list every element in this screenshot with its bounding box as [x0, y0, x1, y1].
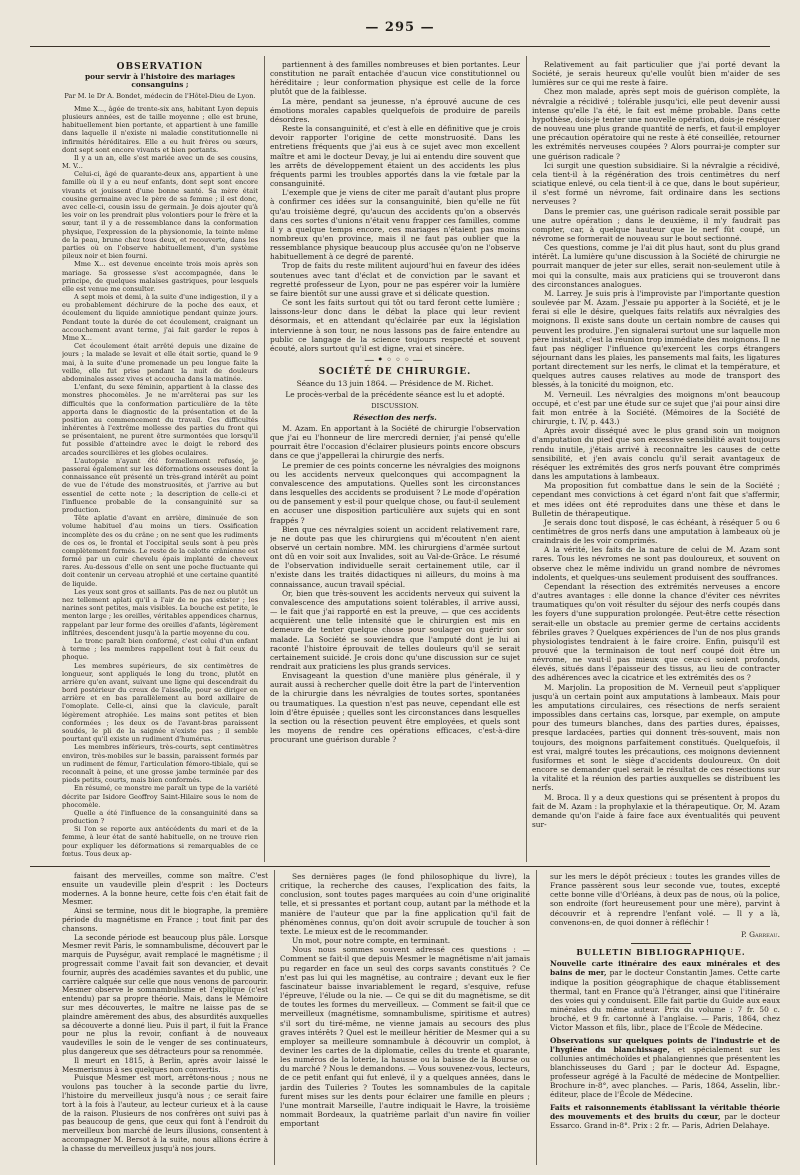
paragraph: faisant des merveilles, comme son maître. C'est ensuite un vaudeville plein d'esprit : les Docteurs modernes. A la bonne heure, cette fois c'en était fait de Mesmer.: [62, 872, 268, 907]
column-divider: [274, 870, 275, 1165]
column-divider: [264, 56, 265, 862]
feuilleton-body: [62, 872, 268, 1154]
paragraph: L'autopsie n'ayant été formellement refusée, je passerai également sur les déformations osseuses dont la connaissance eût présenté un très-grand intérêt au point de vue de l'étude des monstruosités, et j'arrive au but essentiel de cette note ; la description de celle-ci et l'influence probable de la consanguinité sur sa production.: [62, 456, 258, 514]
bulletin-entries: [542, 959, 780, 1130]
paragraph: Il meurt en 1815, à Berlin, après avoir laissé le Mesmerismus à ses quelques non convertis.: [62, 1055, 268, 1074]
resection-heading: Résection des nerfs.: [353, 412, 437, 422]
society-title: SOCIÉTÉ DE CHIRURGIE.: [318, 367, 472, 378]
paragraph: En résumé, ce monstre me paraît un type de la variété décrite par Isidore Geoffroy Saint-Hilaire sous le nom de phocomèle.: [62, 784, 258, 809]
paragraph: Si l'on se reporte aux antécédents du mari et de la femme, à leur état de santé habituelle, on ne trouve rien pour expliquer les déformations si remarquables de ce fœtus. Tous deux ap-: [62, 825, 258, 858]
paragraph: Après avoir disséqué avec le plus grand soin un moignon d'amputation du pied que son excessive sensibilité avait toujours rendu inutile, j'étais arrivé à reconnaître les causes de cette sensibilité, et j'en avais conclu qu'il serait avantageux de réséquer les extrémités des gros nerfs pouvant être comprimés dans les amputations à lambeaux.: [532, 426, 780, 482]
paragraph: Trop de faits du reste militent aujourd'hui en faveur des idées soutenues avec tant d'éclat et de conviction par le savant et regretté professeur de Lyon, pour ne pas espérer voir la lumière se faire bientôt sur une aussi grave et si délicate question.: [270, 261, 520, 298]
article-title: OBSERVATION: [116, 62, 204, 72]
header-rule: [30, 46, 770, 47]
society-body-continued: [532, 60, 780, 829]
column-society: [270, 60, 520, 862]
bulletin-entry-title: Faits et raisonnements établissant la véritable théorie des mouvements et des bruits du cœur,: [550, 1102, 780, 1121]
paragraph: Quelle a été l'influence de la consanguinité dans sa production ?: [62, 808, 258, 826]
paragraph: Les membres inférieurs, très-courts, sept centimètres environ, très-mobiles sur le bassin, paraissent formés par un rudiment de fémur, l'articulation fémoro-tibiale, qui se reconnaît à peine, et une grosse jambe terminée par des pieds petits, courts, mais bien conformés.: [62, 743, 258, 785]
paragraph: A la vérité, les faits de la nature de celui de M. Azam sont rares. Tous les névromes ne sont pas douloureux, et souvent on observe chez le même individu un grand nombre de névromes indolents, et quelques-uns seulement produisent des souffrances.: [532, 545, 780, 582]
paragraph: Chez mon malade, après sept mois de guérison complète, la névralgie a récidivé ; tolérable jusqu'ici, elle peut devenir aussi intense qu'elle l'a été, le fait est même probable. Dans cette hypothèse, dois-je tenter une nouvelle opération, dois-je réséquer de nouveau une plus grande quantité de nerfs, et faut-il employer une précaution opératoire qui ne reste à été conseillée, retourner les extrémités nerveuses coupées ? Alors pourrai-je compter sur une guérison radicale ?: [532, 87, 780, 161]
bulletin-entry: [542, 1103, 780, 1130]
paragraph: Ces questions, comme je l'ai dit plus haut, sont du plus grand intérêt. La lumière qu'une discussion à la Société de chirurgie ne pourrait manquer de jeter sur elles, serait non-seulement utile à moi qui la consulte, mais aux praticiens qui se trouveront dans des circonstances analogues.: [532, 243, 780, 289]
paragraph: Bien que ces névralgies soient un accident relativement rare, je ne doute pas que les chirurgiens qui m'écoutent n'en aient observé un certain nombre. MM. les chirurgiens d'armée surtout ont dû en voir soit aux Invalides, soit au Val-de-Grâce. Le résumé de l'observation individuelle serait certainement utile, car il n'existe dans les traités didactiques ni ailleurs, du moins à ma connaissance, aucun travail spécial.: [270, 524, 520, 589]
paragraph: Ainsi se termine, nous dit le biographe, la première période du magnétisme en France ; tout finit par des chansons.: [62, 906, 268, 933]
column-feuilleton: [62, 872, 268, 1164]
paragraph: Or, bien que très-souvent les accidents nerveux qui suivent la convalescence des amputations soient tolérables, il arrive aussi, — le fait que j'ai rapporté en est la preuve, — que ces accidents acquièrent une telle intensité que le chirurgien est mis en demeure de tenter quelque chose pour soulager ou guérir son malade. La Société se souviendra que l'amputé dont je lui ai raconté l'histoire éprouvait de telles douleurs qu'il se serait certainement suicidé. Je crois donc qu'une discussion sur ce sujet rendrait aux praticiens les plus grands services.: [270, 588, 520, 671]
paragraph: Un mot, pour notre compte, en terminant.: [292, 936, 451, 946]
paragraph: Nous nous sommes souvent adressé ces questions : — Comment se fait-il que depuis Mesmer le magnétisme n'ait jamais pu regarder en face un seul des corps savants constitués ? Ce n'est pas lui qui les magnétise, au contraire ; devant eux le fier fascinateur baisse invariablement le regard, s'esquive, refuse l'épreuve, l'élude ou la nie. — Ce qui se dit du magnétisme, se dit de toutes les formes du merveilleux. — Comment se fait-il que ce merveilleux (magnétisme, somnambulisme, spiritisme et autres) s'il sort du tiré-même, ne vienne jamais au secours des plus graves intérêts ? Quel est le meilleur héritier de Mesmer qui a su employer sa meilleure somnambule à découvrir un complot, à deviner les cartes de la diplomatie, celles du trente et quarante, les numéros de la loterie, la hausse ou la baisse de la Bourse ou du marché ? Nous le demandons. — Vous souvenez-vous, lecteurs, de ce petit enfant qui fut enlevé, il y a quelques années, dans le jardin des Tuileries ? Toutes les somnambules de la capitale furent mises sur les dents pour éclairer une famille en pleurs ; l'une montrait Marseille, l'autre indiquait le Havre, la troisième nommait Bordeaux, la quatrième parlait d'un navire fin voilier emportant: [280, 945, 530, 1129]
bulletin-entry-title: Observations sur quelques points de l'industrie et de l'hygiène du blanchissage,: [550, 1035, 780, 1054]
paragraph: partiennent à des familles nombreuses et bien portantes. Leur constitution ne paraît entachée d'aucun vice constitutionnel ou héréditaire ; leur conformation physique est celle de la force plutôt que de la faiblesse.: [270, 60, 520, 97]
paragraph: L'exemple que je viens de citer me paraît d'autant plus propre à confirmer ces idées sur la consanguinité, bien qu'elle ne fût qu'au troisième degré, qu'aucun des accidents qu'on a observés dans ces sortes d'unions n'était venu frapper ces familles, comme il y a quelque temps encore, ces mariages n'étaient pas moins nombreux qu'en province, mais il ne faut pas oublier que la ressemblance physique beaucoup plus accusée qu'on ne l'observe habituellement à ce degré de parenté.: [270, 188, 520, 262]
paragraph: M. Verneuil. Les névralgies des moignons m'ont beaucoup occupé, et c'est par une étude sur ce sujet que j'ai pour ainsi dire fait mon entrée à la Société. (Mémoires de la Société de chirurgie, t. IV, p. 443.): [532, 389, 780, 427]
paragraph: Ses dernières pages (le fond philosophique du livre), la critique, la recherche des causes, l'explication des faits, la conclusion, sont toutes pages marquées au coin d'une originalité telle, et si pressantes et portant coup, autant par la méthode et la manière de l'auteur que par la fine application qu'il fait de phénomènes connus, qu'on doit avoir scrupule de toucher à son texte. Le mieux est de le recommander.: [280, 872, 530, 936]
paragraph: La seconde période est beaucoup plus pâle. Lorsque Mesmer revit Paris, le somnambulisme, découvert par le marquis de Puységur, avait remplacé le magnétisme ; il progressait comme l'avait fait son devancier, et devait fournir, auprès des académies savantes et du public, une carrière calquée sur celle que nous venons de parcourir. Mesmer observe le somnambulisme et l'explique (c'est entendu) par sa propre théorie. Mais, dans le Mémoire sur mes découvertes, le maître ne laisse pas de se plaindre amèrement des abus, des absurdités auxquelles sa découverte a donné lieu. Puis il part, il fuit la France pour ne plus la revoir, confiant à de nouveaux vaudevilles le soin de le venger de ses continuateurs, plus dangereux que ses détracteurs pour sa renommée.: [62, 932, 268, 1056]
article-body: [62, 105, 258, 858]
bulletin-entry-text: par le docteur Essarco. Grand in-8°. Prix : 2 fr. — Paris, Adrien Delahaye.: [550, 1111, 780, 1130]
paragraph: Il y a un an, elle s'est mariée avec un de ses cousins, M. V...: [62, 153, 258, 171]
paragraph: M. Marjolin. La proposition de M. Verneuil peut s'appliquer jusqu'à un certain point aux amputations à lambeaux. Mais pour les amputations circulaires, ces résections de nerfs seraient impossibles dans certains cas, lorsque, par exemple, on ampute pour des tumeurs blanches, dans des parties dures, épaisses, presque lardacées, parties qui donnent très-souvent, mais non toujours, des moignons parfaitement constitués. Quelquefois, il est vrai, malgré toutes les précautions, ces moignons deviennent fusiformes et sont le siège d'accidents douloureux. On doit encore se demander quel serait le résultat de ces résections sur la vitalité et la réunion des parties auxquelles se distribuent les nerfs.: [532, 682, 780, 793]
paragraph: Ici surgit une question subsidiaire. Si la névralgie a récidivé, cela tient-il à la régénération des trois centimètres du nerf sciatique enlevé, ou cela tient-il à ce que, dans le bout supérieur, il s'est formé un névrome, fait ordinaire dans les sections nerveuses ?: [532, 160, 780, 207]
paragraph: Le premier de ces points concerne les névralgies des moignons ou les accidents nerveux quelconques qui accompagnent la convalescence des amputations. Quelles sont les circonstances dans lesquelles des accidents se produisent ? Le mode d'opération ou de pansement y est-il pour quelque chose, ou faut-il seulement en accuser une disposition particulière aux sujets qui en sont frappés ?: [270, 460, 520, 525]
paragraph: Puisque Mesmer est mort, arrêtons-nous ; nous ne voulons pas toucher à la seconde partie du livre, l'histoire du merveilleux jusqu'à nous ; ce serait faire tort à la fois à l'auteur, au lecteur curieux et à la cause de la raison. Plusieurs de nos confrères ont suivi pas à pas beaucoup de gens, que ceux qui font à l'endroit du merveilleux bon marché de leurs illusions, consentent à accompagner M. Bersot à la suite, nous allions écrire à la chasse du merveilleux jusqu'à nos jours.: [62, 1073, 268, 1153]
column-society-continued: [532, 60, 780, 862]
paragraph: Les membres supérieurs, de six centimètres de longueur, sont appliqués le long du tronc, plutôt en arrière qu'en avant, suivant une ligne qui descendrait du bord postérieur du creux de l'aisselle, pour se diriger en arrière et en bas parallèlement au bord axillaire de l'omoplate. Celle-ci, ainsi que la clavicule, paraît légèrement atrophiée. Les mains sont petites et bien conformées ; les deux os de l'avant-bras paraissent soudés, le pli de la saignée n'existe pas ; il semble pourtant qu'il existe un rudiment d'humérus.: [62, 661, 258, 744]
minutes-line: Le procès-verbal de la précédente séance est lu et adopté.: [285, 390, 505, 400]
paragraph: Celui-ci, âgé de quarante-deux ans, appartient à une famille où il y a eu neuf enfants, dont sept sont encore vivants et jouissent d'une bonne santé. Sa mère était cousine germaine avec le père de sa femme ; il est donc, avec celle-ci, cousin issu de germain. Je dois ajouter qu'à les voir on les prendrait plus volontiers pour le frère et la sœur, tant il y a de ressemblance dans la conformation physique, l'expression de la physionomie, la teinte même de la peau, brune chez tous deux, et recouverte, dans les parties où on l'observe habituellement, d'un système pileux noir et bien fourni.: [62, 170, 258, 261]
paragraph: sur les mers le dépôt précieux : toutes les grandes villes de France passèrent sous leur seconde vue, toutes, excepté cette bonne ville d'Orléans, à deux pas de nous, où la police, son endroite (fort heureusement pour une mère), parvint à découvrir et à reprendre l'enfant volé. — Il y a là, convenons-en, de quoi donner à réfléchir !: [550, 872, 780, 927]
short-rule: [631, 943, 691, 944]
column-divider: [526, 56, 527, 862]
article-body-continued: [270, 60, 520, 353]
paragraph: Envisageant la question d'une manière plus générale, il y aurait aussi à rechercher quelle doit être la part de l'intervention de la chirurgie dans les névralgies de toutes sortes, spontanées ou traumatiques. La question n'est pas neuve, cependant elle est loin d'être épuisée ; quelles sont les circonstances dans lesquelles la section ou la résection peuvent être employées, et quels sont les moyens de rendre ces opérations efficaces, c'est-à-dire procurant une guérison durable ?: [270, 671, 520, 745]
society-body: [270, 424, 520, 744]
paragraph: Reste la consanguinité, et c'est à elle en définitive que je crois devoir rapporter l'origine de cette monstruosité. Dans les entretiens fréquents que j'ai eus à ce sujet avec mon excellent maître et ami le docteur Devay, je lui ai entendu dire souvent que les arrêts de développement étaient un des accidents les plus fréquents parmi les troubles apportés dans la vie fœtale par la consanguinité.: [270, 124, 520, 189]
paragraph: Je serais donc tout disposé, le cas échéant, à réséquer 5 ou 6 centimètres de gros nerfs dans une amputation à lambeaux où je craindrais de les voir comprimés.: [532, 517, 780, 546]
bulletin-entry-text: par le docteur Constantin James. Cette carte indique la position géographique de chaque établissement thermal, tant en France qu'à l'étranger, ainsi que l'itinéraire des voies qui y conduisent. Elle fait partie du Guide aux eaux minérales du même auteur. Prix du volume : 7 fr. 50 c. broché, et 9 fr. cartonné à l'anglaise. — Paris, 1864, chez Victor Masson et fils, libr., place de l'École de Médecine.: [550, 968, 780, 1033]
discussion-heading: DISCUSSION.: [371, 401, 419, 410]
paragraph: Le tronc paraît bien conformé, c'est celui d'un enfant à terme ; les membres rappellent tout à fait ceux du phoque.: [62, 636, 258, 662]
paragraph: A sept mois et demi, à la suite d'une indigestion, il y a eu probablement déchirure de la poche des eaux, et écoulement du liquide amniotique pendant quinze jours. Pendant toute la durée de cet écoulement, craignant un accouchement avant terme, j'ai fait garder le repos à Mme X...: [62, 293, 258, 342]
paragraph: M. Azam. En apportant à la Société de chirurgie l'observation que j'ai eu l'honneur de lire mercredi dernier, j'ai pensé qu'elle pourrait être l'occasion d'éclairer plusieurs points encore obscurs dans ce que j'appellerai la chirurgie des nerfs.: [270, 423, 520, 461]
section-ornament: —•◦◦◦—: [364, 355, 426, 366]
signature: P. Garreau.: [740, 929, 780, 939]
paragraph: Les yeux sont gros et saillants. Pas de nez ou plutôt un nez tellement aplati qu'il a l'air de ne pas exister ; les narines sont petites, mais visibles. La bouche est petite, le menton large ; les oreilles, véritables appendices charnus, rappelant par leur forme des oreilles d'afants, légèrement infiltrées, descendent jusqu'à la partie moyenne du cou.: [62, 587, 258, 637]
paragraph: La mère, pendant sa jeunesse, n'a éprouvé aucune de ces émotions morales capables quelquefois de produire de pareils désordres.: [270, 96, 520, 124]
feuilleton-body-continued: [280, 872, 530, 1128]
feuilleton-end: [542, 872, 780, 927]
paragraph: M. Larrey. Je suis pris à l'improviste par l'importante question soulevée par M. Azam. J'essaie pu apporter à la Société, et je le ferai si elle le désire, quelques faits relatifs aux névralgies des moignons. Il existe sans doute un certain nombre de causes qui peuvent les produire. J'en signalerai surtout une sur laquelle mon père insistait, c'est la réunion trop immédiate des moignons. Il ne faut pas négliger l'influence qu'exercent les corps étrangers séjournant dans les plaies, les pansements mal faits, les ligatures portant directement sur les nerfs, le climat et la température, et quelques autres causes relatives au mode de transport des blessés, à la tonicité du moignon, etc.: [532, 288, 780, 390]
article-byline: Par M. le Dr A. Bondet, médecin de l'Hôtel-Dieu de Lyon.: [64, 91, 256, 100]
bulletin-entry-title: Nouvelle carte itinéraire des eaux minérales et des bains de mer,: [550, 959, 780, 978]
paragraph: Tête aplatie d'avant en arrière, diminuée de son volume habituel d'au moins un tiers. Ossification incomplète des os du crâne ; on ne sent que les rudiments de ces os, le frontal et l'occipital seuls sont à peu près complètement formés. Le reste de la calotte crânienne est formé par un cuir chevelu épais implanté de cheveux rares. Au-dessous d'elle on sent une poche fluctuante qui doit contenir un cerveau atrophié et une certaine quantité de liquide.: [62, 514, 258, 588]
column-feuilleton-continued: [280, 872, 530, 1164]
session-line: Séance du 13 juin 1864. — Présidence de M. Richet.: [296, 379, 494, 389]
article-subtitle: pour servir à l'histoire des mariages consanguins ;: [84, 72, 236, 90]
section-rule: [30, 866, 770, 867]
column-observation: [62, 60, 258, 862]
bulletin-entry: [542, 959, 780, 1032]
page-number: — 295 —: [365, 20, 435, 35]
paragraph: Mme X... est devenue enceinte trois mois après son mariage. Sa grossesse s'est accompagnée, dans le principe, de quelques malaises gastriques, pour lesquels elle est venue me consulter.: [62, 260, 258, 293]
column-bulletin: [542, 872, 780, 1164]
paragraph: Ma proposition fut combattue dans le sein de la Société ; cependant mes convictions à cet égard n'ont fait que s'affermir, et mes idées ont été reproduites dans une thèse et dans le Bulletin de thérapeutique.: [532, 481, 780, 518]
paragraph: L'enfant, du sexe féminin, appartient à la classe des monstres phocomèles. Je ne m'arrêterai pas sur les difficultés que la conformation particulière de la tête apporta dans le diagnostic de la présentation et de la position au commencement du travail. Ces difficultés inhérentes à l'extrême mollesse des parties du front qui se présentaient, ne purent être surmontées que lorsqu'il fut possible d'atteindre avec le doigt le rebord des arcades sourcilières et les globes oculaires.: [62, 383, 258, 457]
bulletin-entry: [542, 1036, 780, 1100]
paragraph: Cet écoulement était arrêté depuis une dizaine de jours ; la malade se levait et elle était sortie, quand le 9 mai, à la suite d'une promenade un peu longue faite la veille, elle fut prise pendant la nuit de douleurs abdominales assez vives et accoucha dans la matinée.: [62, 342, 258, 383]
paragraph: M. Broca. Il y a deux questions qui se présentent à propos du fait de M. Azam : la prophylaxie et la thérapeutique. Or, M. Azam demande qu'on l'aide à faire face aux éventualités qui peuvent sur-: [532, 792, 780, 829]
paragraph: Ce sont les faits surtout qui tôt ou tard feront cette lumière ; laissons-leur donc dans le débat la place qui leur revient désormais, et en attendant qu'éclairée par eux la législation intervienne à son tour, ne nous lassons pas de faire entendre au public ce langage de la science toujours respecté et souvent écouté, alors surtout qu'il est digne, vrai et sincère.: [270, 298, 520, 353]
bulletin-entry-text: et spécialement sur les collunies antiméchoïdes et phalangiennes que présentent les blanchisseuses du Gard ; par le docteur Ad. Espagne, professeur agrégé à la Faculté de médecine de Montpellier. Brochure in-8°, avec planches. — Paris, 1864, Asselin, libr.-éditeur, place de l'École de Médecine.: [550, 1044, 780, 1100]
column-divider: [536, 870, 537, 1165]
bulletin-title: BULLETIN BIBLIOGRAPHIQUE.: [576, 947, 746, 958]
paragraph: Cependant la résection des extrémités nerveuses a encore d'autres avantages : elle donne la chance d'éviter ces névrites traumatiques qu'on voit résulter du séjour des nerfs coupés dans les foyers d'une suppuration prolongée. Peut-être cette résection serait-elle un obstacle au premier germe de certains accidents fébriles graves ? Quelques expériences de l'un de nos plus grands physiologistes tendraient à le faire croire. Enfin, puisqu'il est prouvé que la terminaison de tout nerf coupé doit être un névrome, ne vaut-il pas mieux que ceux-ci soient profonds, élevés, situés dans l'épaisseur des tissus, au lieu de contracter des adhérences avec la cicatrice et les extrémités des os ?: [532, 581, 780, 683]
paragraph: Mme X..., âgée de trente-six ans, habitant Lyon depuis plusieurs années, est de taille moyenne ; elle est brune, habituellement bien portante, et appartient à une famille dans laquelle il n'existe ni maladie constitutionnelle ni infirmités héréditaires. Elle a eu huit frères ou sœurs, dont sept sont encore vivants et bien portants.: [62, 104, 258, 154]
paragraph: Dans le premier cas, une guérison radicale serait possible par une autre opération ; dans le deuxième, il m'y faudrait pas compter, car, à quelque hauteur que le nerf fût coupé, un névrome se formerait de nouveau sur le bout sectionné.: [532, 206, 780, 243]
paragraph: Relativement au fait particulier que j'ai porté devant la Société, je serais heureux qu'elle voulût bien m'aider de ses lumières sur ce qui me reste à faire.: [532, 60, 780, 88]
